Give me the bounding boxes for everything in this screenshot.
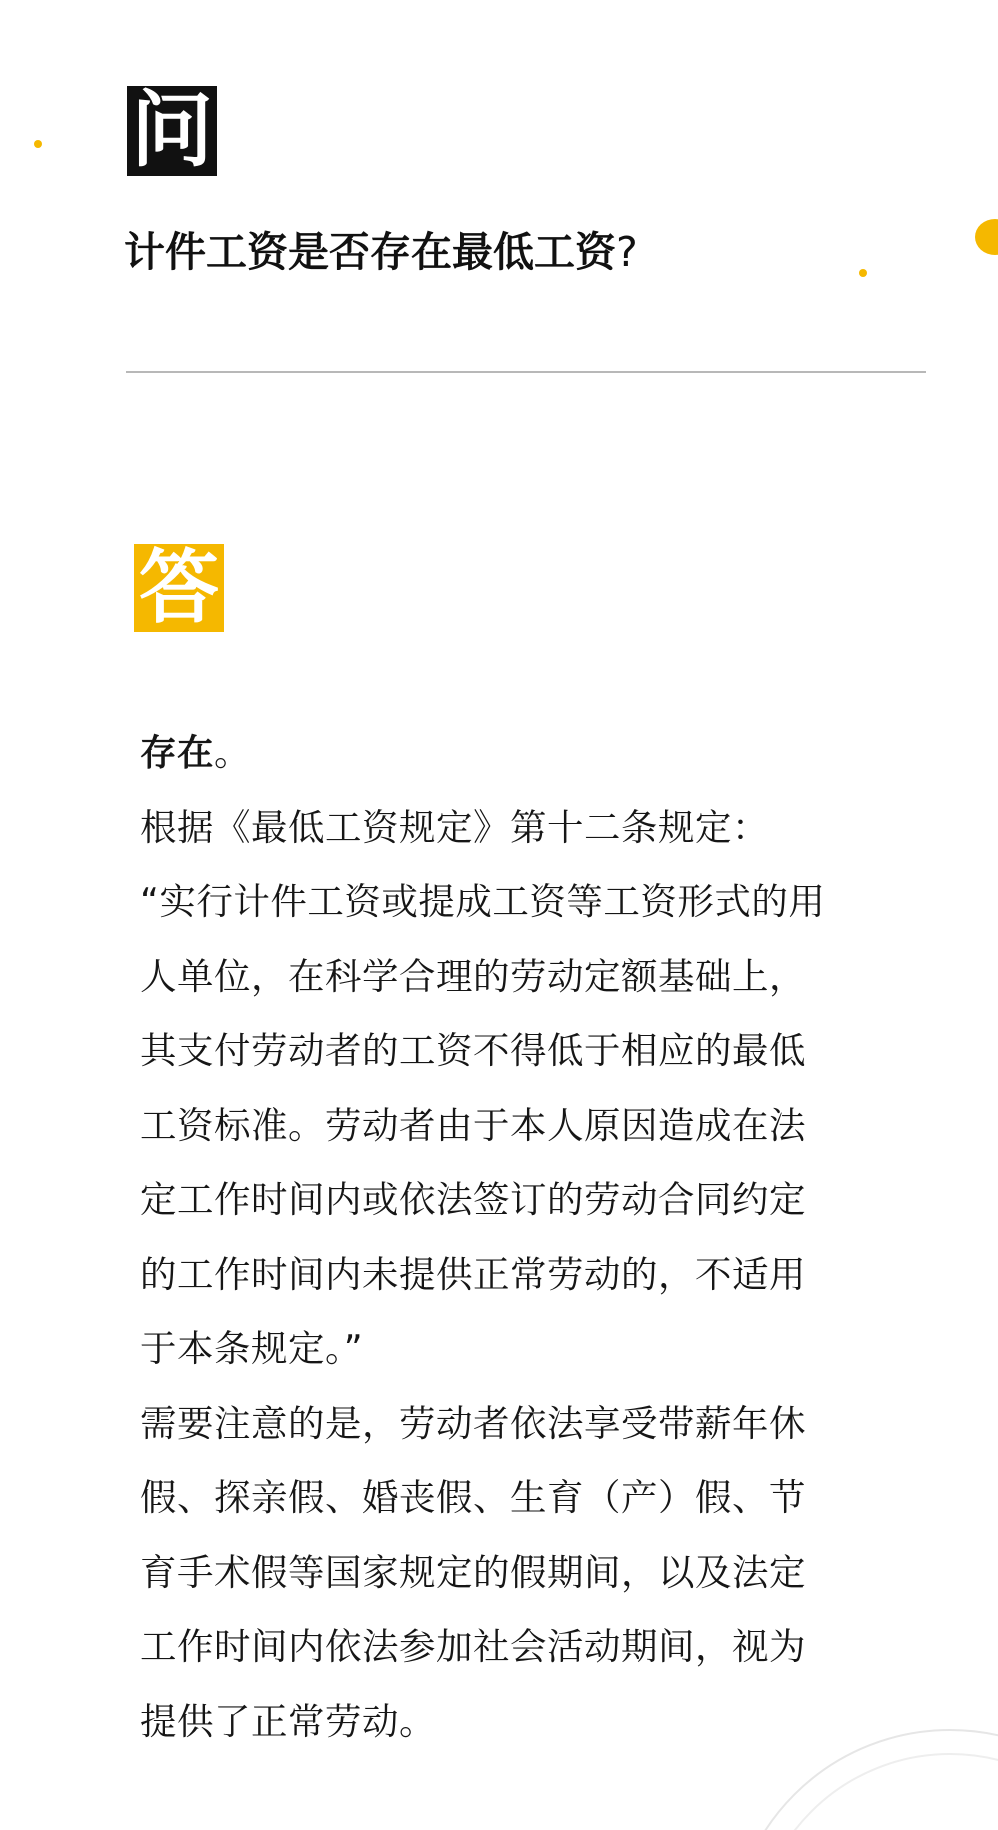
answer-lead [140,716,830,791]
decorative-circle-right [975,219,998,255]
answer-paragraph-1: 根据《最低工资规定》第十二条规定： [140,805,769,849]
decorative-dot-right [859,269,867,277]
question-icon-char: 问 [130,83,213,178]
answer-icon-char: 答 [139,541,219,634]
decorative-dot-left [34,140,42,148]
answer-body [140,716,830,1759]
decorative-arcs [690,1700,998,1830]
answer-paragraph-3: 需要注意的是，劳动者依法享受带薪年休假、探亲假、婚丧假、生育（产）假、节育手术假等国家规定的假期间，以及法定工作时间内依法参加社会活动期间，视为提供了正常劳动。 [140,1401,806,1743]
answer-icon [134,541,224,634]
section-divider [126,371,926,373]
question-icon [127,83,217,178]
question-title [124,224,638,280]
answer-lead-punct: 。 [214,731,251,774]
answer-lead-text: 存在 [140,731,214,774]
question-title-text: 计件工资是否存在最低工资 [124,228,616,276]
question-mark: ? [616,228,638,276]
answer-paragraph-2: “实行计件工资或提成工资等工资形式的用人单位，在科学合理的劳动定额基础上，其支付劳动者的工资不得低于相应的最低工资标准。劳动者由于本人原因造成在法定工作时间内或依法签订的劳动合同约定的工作时间内未提供正常劳动的，不适用于本条规定。” [140,880,826,1370]
